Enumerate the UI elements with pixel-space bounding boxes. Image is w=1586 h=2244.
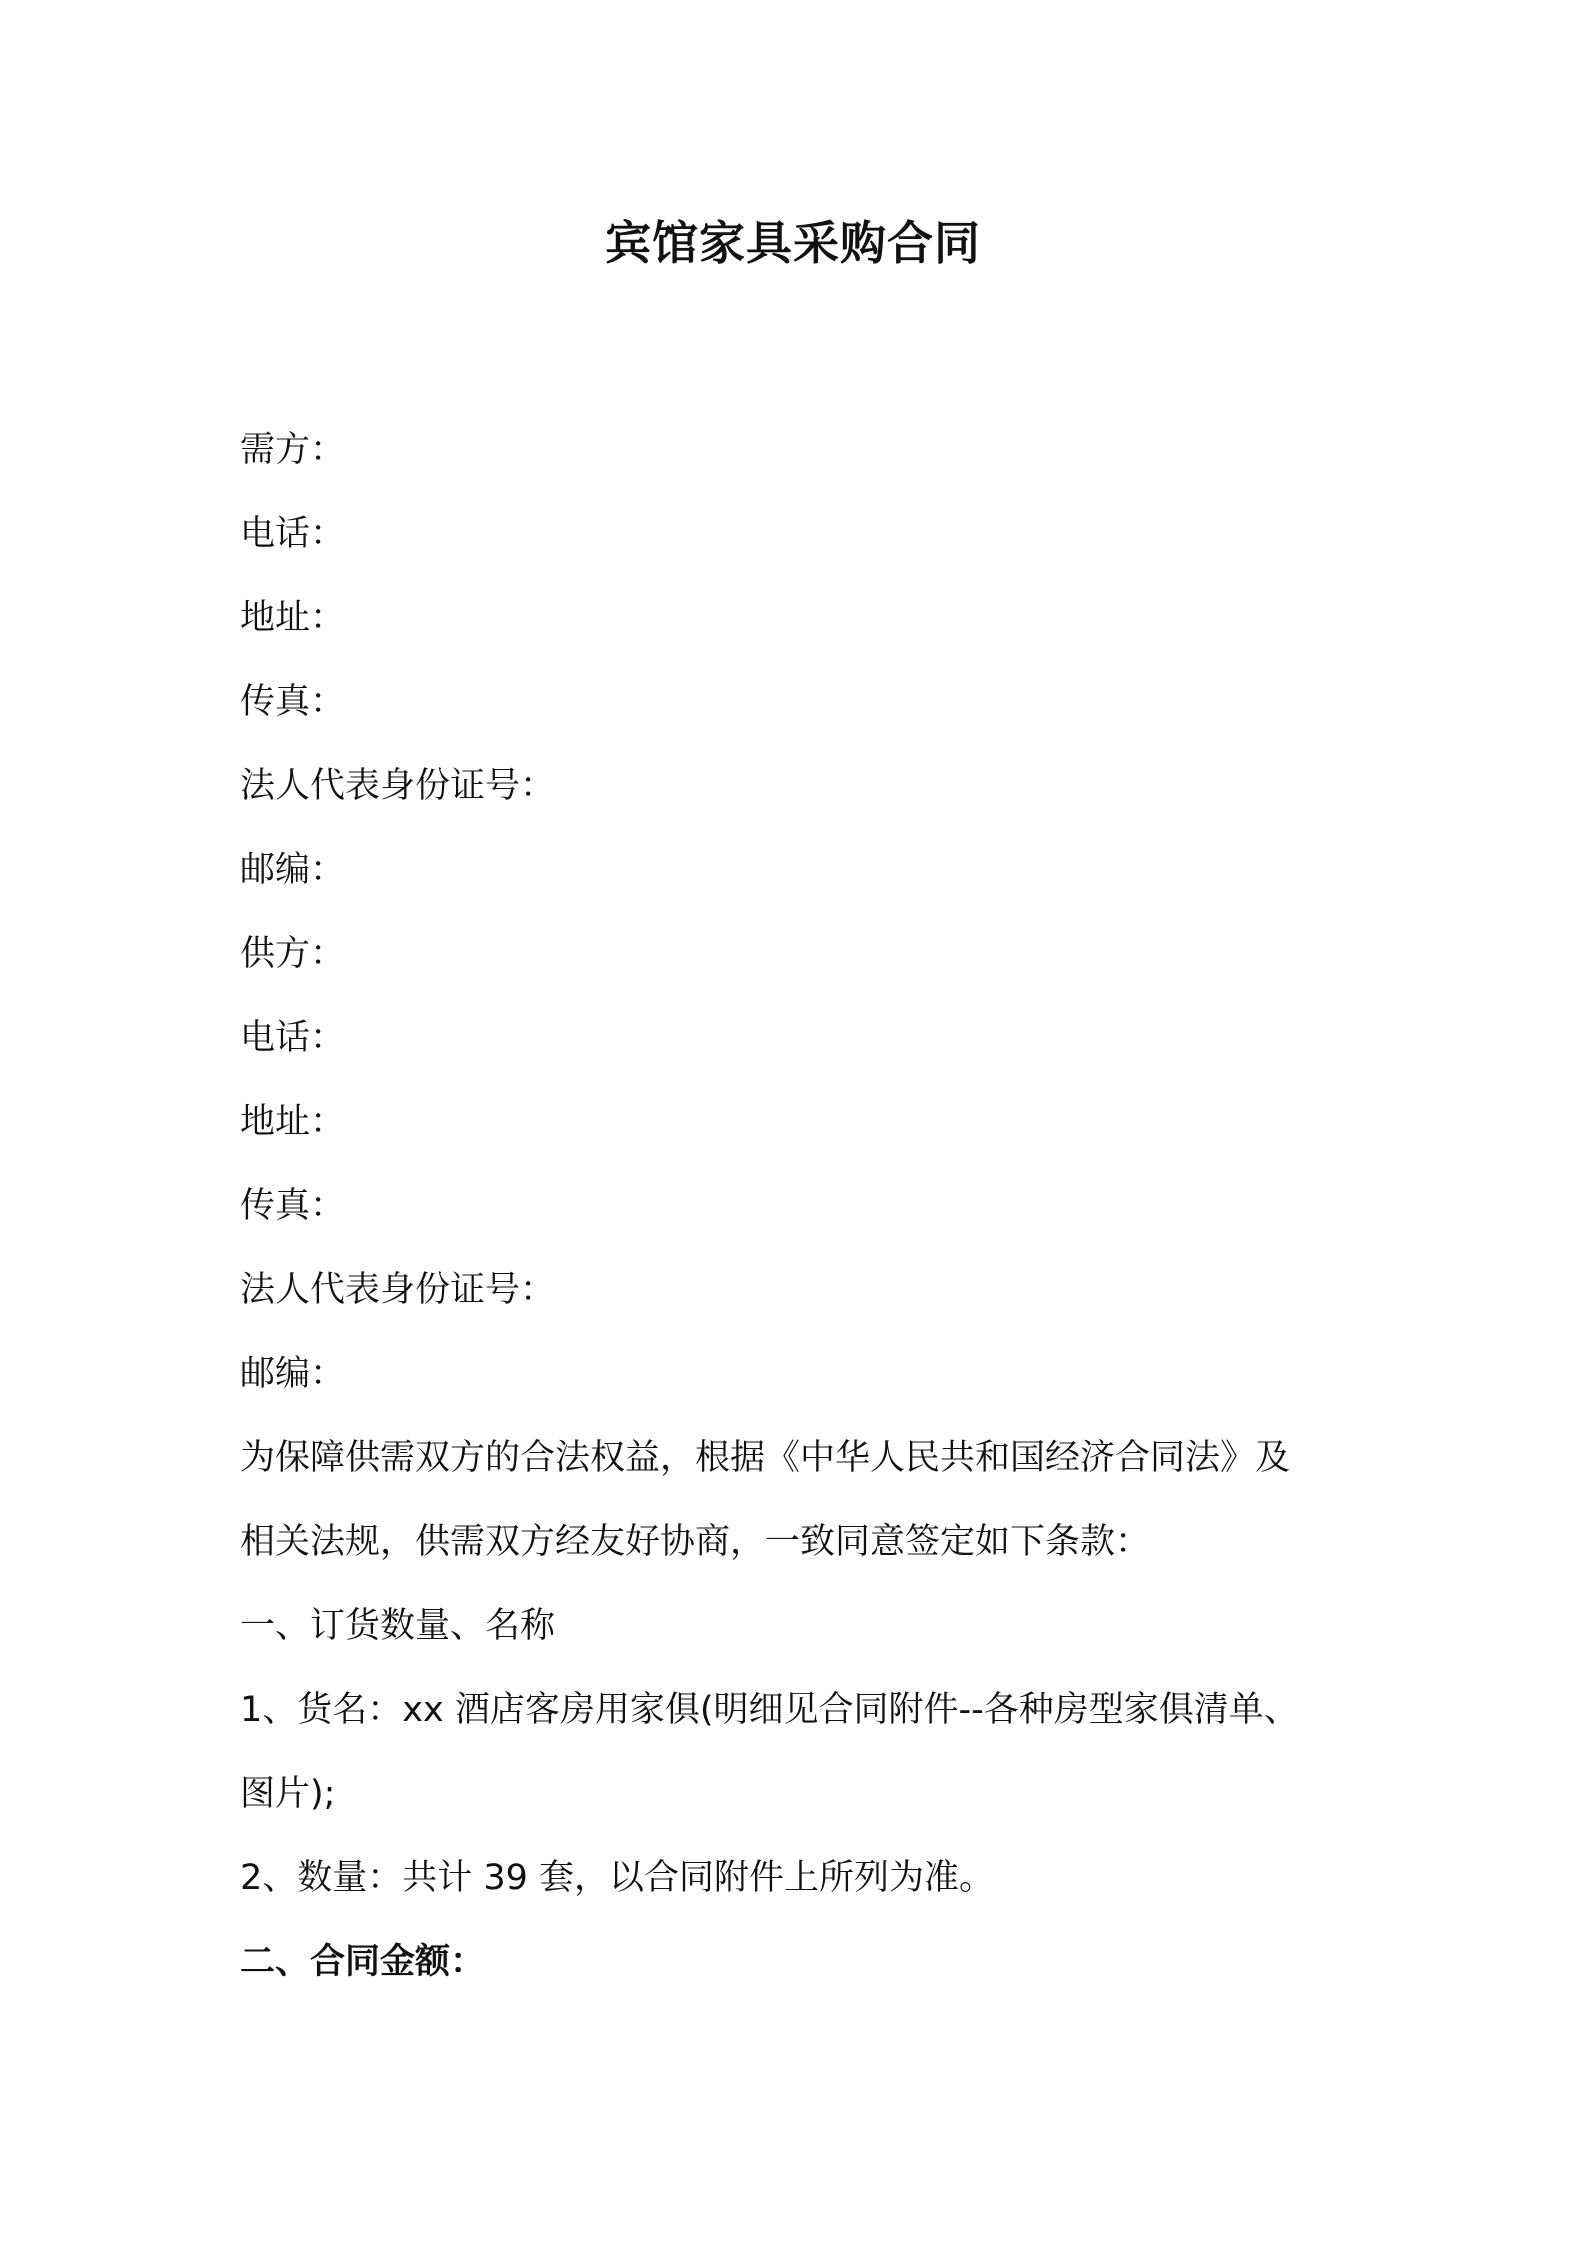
buyer-legal-rep-id-label: 法人代表身份证号： xyxy=(240,766,556,806)
buyer-party-label: 需方： xyxy=(240,430,346,470)
preamble-line-1: 为保障供需双方的合法权益，根据《中华人民共和国经济合同法》及 xyxy=(240,1438,1291,1478)
buyer-address-label: 地址： xyxy=(240,598,346,638)
buyer-postcode-label: 邮编： xyxy=(240,850,346,890)
section-1-item-1-line-1: 1、货名：xx 酒店客房用家俱(明细见合同附件--各种房型家俱清单、 xyxy=(240,1690,1299,1730)
section-1-item-2: 2、数量：共计 39 套，以合同附件上所列为准。 xyxy=(240,1858,995,1898)
supplier-fax-label: 传真： xyxy=(240,1186,346,1226)
buyer-fax-label: 传真： xyxy=(240,682,346,722)
section-1-heading: 一、订货数量、名称 xyxy=(240,1606,556,1646)
contract-body xyxy=(240,408,1360,2004)
supplier-party-label: 供方： xyxy=(240,934,346,974)
preamble-line-2: 相关法规，供需双方经友好协商，一致同意签定如下条款： xyxy=(240,1522,1151,1562)
buyer-phone-label: 电话： xyxy=(240,514,346,554)
section-1-item-1-line-2: 图片); xyxy=(240,1774,336,1814)
supplier-address-label: 地址： xyxy=(240,1102,346,1142)
section-2-heading: 二、合同金额： xyxy=(240,1942,486,1982)
supplier-phone-label: 电话： xyxy=(240,1018,346,1058)
supplier-postcode-label: 邮编： xyxy=(240,1354,346,1394)
supplier-legal-rep-id-label: 法人代表身份证号： xyxy=(240,1270,556,1310)
document-title: 宾馆家具采购合同 xyxy=(605,216,981,270)
